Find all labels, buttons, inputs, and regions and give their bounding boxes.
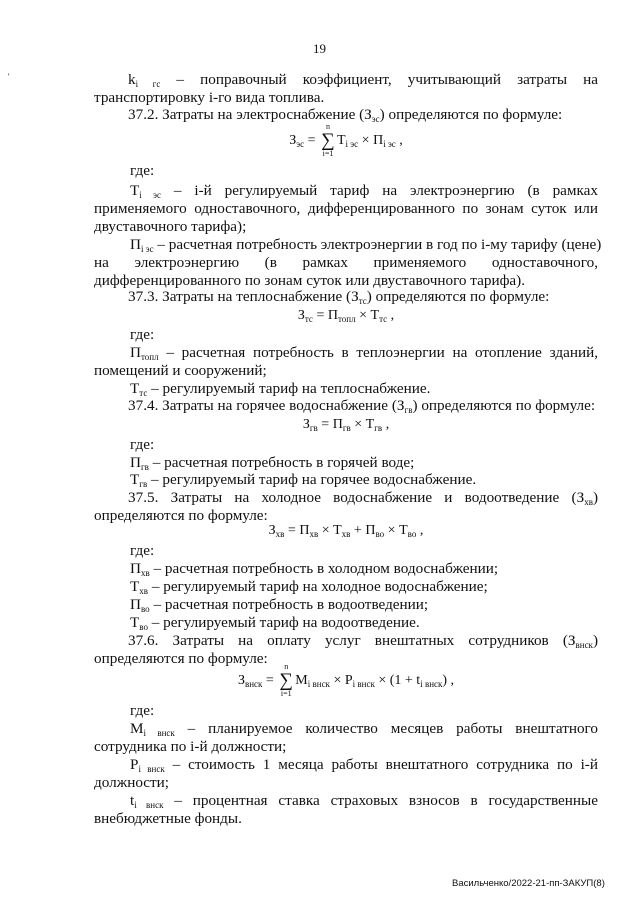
symbol: k [128, 71, 136, 88]
sum-top: n [325, 122, 330, 132]
symbol-subscript: гв [139, 479, 148, 489]
definition-text: – регулируемый тариф на холодное водоснабжение; [148, 578, 488, 595]
f-eq: = [284, 523, 300, 538]
sum-top: n [284, 662, 289, 672]
symbol: П [130, 596, 141, 613]
f-times: × [355, 308, 371, 323]
symbol-subscript: i эс [140, 244, 154, 254]
f-p-sub: i внск [352, 679, 375, 689]
f-times: × [384, 523, 400, 538]
f-eq: = [304, 133, 319, 148]
f-t: T [370, 308, 380, 323]
definition-text: – поправочный коэффициент, учитывающий затраты на [160, 71, 599, 88]
symbol-subscript: гв [140, 462, 149, 472]
symbol-subscript: хв [139, 586, 149, 596]
f-t-sub: гв [374, 423, 383, 433]
definition-t-vnsk-cont: внебюджетные фонды. [94, 810, 242, 827]
definition-p-es [130, 236, 602, 254]
definition-p-es-cont: дифференцированного по зонам суток или двуставочного тарифа). [94, 272, 526, 289]
definition-t-gv [130, 471, 598, 489]
symbol: t [130, 792, 135, 809]
f-p2-sub: во [375, 529, 385, 539]
f-eq: = [317, 417, 333, 432]
page-number: 19 [313, 41, 326, 56]
heading-text: ) [592, 489, 598, 506]
symbol: П [130, 454, 141, 471]
heading-sub: гв [404, 405, 413, 415]
definition-t-es-cont: применяемого одноставочного, дифференцированного по зонам суток или [94, 200, 598, 217]
f-end: , [395, 133, 403, 148]
symbol-subscript: во [139, 622, 148, 632]
f-m: M [295, 673, 308, 688]
definition-text: – процентная ставка страховых взносов в государственные [163, 792, 598, 809]
formula-freelance [94, 662, 598, 699]
heading-text: 37.3. Затраты на теплоснабжение (З [128, 288, 359, 305]
heading-sub: тс [358, 296, 367, 306]
f-p1-sub: хв [309, 529, 319, 539]
f-p-sub: топл [337, 314, 356, 324]
f-p-sub: i эс [383, 139, 396, 149]
f-end: , [387, 308, 395, 323]
heading-text: ) определяются по формуле: [412, 397, 596, 414]
f-p: П [332, 417, 343, 432]
definition-m-vnsk [130, 720, 598, 738]
definition-p-vo [130, 596, 598, 614]
section-37-5-heading-cont: определяются по формуле: [94, 507, 268, 524]
f-lhs-sub: хв [275, 529, 285, 539]
definition-text: – планируемое количество месяцев работы внештатного [174, 720, 598, 737]
definition-p-vnsk [130, 756, 598, 774]
sum-bottom: i=1 [322, 149, 334, 159]
where-label: где: [130, 326, 155, 343]
f-eq: = [262, 673, 278, 688]
f-lhs: З [268, 523, 276, 538]
symbol: T [130, 578, 140, 595]
symbol-subscript: i внск [134, 800, 164, 810]
f-times: × [350, 417, 366, 432]
f-lhs: З [302, 417, 310, 432]
f-end: , [416, 523, 424, 538]
symbol: M [130, 720, 144, 737]
definition-text: – расчетная потребность в теплоэнергии на отопление зданий, [158, 344, 598, 361]
f-open: (1 + t [389, 673, 421, 688]
f-lhs: З [289, 133, 297, 148]
where-label: где: [130, 162, 155, 179]
where-label: где: [130, 436, 155, 453]
definition-p-hv [130, 560, 598, 578]
definition-text: – регулируемый тариф на теплоснабжение. [147, 380, 431, 397]
definition-m-vnsk-cont: сотрудника по i-й должности; [94, 738, 287, 755]
heading-text: 37.6. Затраты на оплату услуг внештатных сотрудников (З [128, 632, 576, 649]
symbol: П [130, 560, 141, 577]
definition-p-es-cont: на электроэнергию (в рамках применяемого одноставочного, [94, 254, 598, 271]
f-p: P [344, 673, 353, 688]
f-eq: = [312, 308, 328, 323]
f-m-sub: i внск [307, 679, 330, 689]
f-t-sub: i внск [420, 679, 443, 689]
f-times: × [358, 133, 374, 148]
section-37-3-heading [128, 288, 598, 306]
symbol-subscript: топл [140, 352, 159, 362]
definition-text: – расчетная потребность в холодном водоснабжении; [149, 560, 499, 577]
heading-text: ) определяются по формуле: [366, 288, 550, 305]
symbol-subscript: i внск [138, 764, 165, 774]
symbol: П [130, 344, 141, 361]
heading-text: ) [592, 632, 598, 649]
f-t-sub: тс [379, 314, 388, 324]
definition-text: – регулируемый тариф на водоотведение. [147, 614, 420, 631]
symbol-subscript: i внск [143, 728, 175, 738]
f-times: × [329, 673, 345, 688]
symbol: P [130, 756, 139, 773]
formula-hot-water [94, 415, 598, 435]
sum-sign: n ∑ i=1 [321, 122, 335, 159]
symbol-subscript: i эс [139, 190, 161, 200]
symbol: T [130, 380, 140, 397]
definition-t-hv [130, 578, 598, 596]
section-37-6-heading-cont: определяются по формуле: [94, 650, 268, 667]
f-t2-sub: во [407, 529, 417, 539]
definition-k [128, 71, 598, 89]
symbol-subscript: во [140, 604, 150, 614]
definition-text: – регулируемый тариф на горячее водоснабжение. [147, 471, 477, 488]
symbol-subscript: тс [139, 388, 148, 398]
symbol: T [130, 182, 140, 199]
f-end: , [382, 417, 390, 432]
formula-cold-water [94, 521, 598, 541]
f-lhs-sub: гв [309, 423, 318, 433]
definition-text: – i-й регулируемый тариф на электроэнергию (в рамках [160, 182, 598, 199]
f-t: T [365, 417, 375, 432]
sum-bottom: i=1 [280, 689, 292, 699]
stray-mark: ' [8, 72, 10, 81]
f-lhs-sub: эс [296, 139, 305, 149]
symbol-subscript: i гс [135, 79, 161, 89]
definition-t-vo [130, 614, 598, 632]
f-p: П [327, 308, 338, 323]
definition-k-cont: транспортировку i-го вида топлива. [94, 89, 325, 106]
f-p: П [373, 133, 384, 148]
f-close: ) , [442, 673, 455, 688]
heading-text: 37.4. Затраты на горячее водоснабжение (З [128, 397, 405, 414]
f-p2: П [365, 523, 376, 538]
f-lhs: З [297, 308, 305, 323]
definition-t-vnsk [130, 792, 598, 810]
heading-text: 37.2. Затраты на электроснабжение (З [128, 106, 372, 123]
f-t1: T [333, 523, 342, 538]
f-lhs-sub: внск [244, 679, 263, 689]
f-lhs: З [237, 673, 245, 688]
f-times: × [374, 673, 390, 688]
symbol: П [130, 236, 141, 253]
heading-text: ) определяются по формуле: [379, 106, 563, 123]
definition-t-es-cont: двуставочного тарифа); [94, 218, 247, 235]
symbol-subscript: хв [140, 568, 150, 578]
f-t-sub: i эс [345, 139, 359, 149]
definition-p-topl [130, 344, 598, 362]
f-lhs-sub: тс [304, 314, 313, 324]
section-37-2-heading [128, 106, 598, 124]
f-plus: + [350, 523, 366, 538]
f-t: T [336, 133, 346, 148]
formula-heat [94, 306, 598, 326]
sum-sign: n ∑ i=1 [279, 662, 294, 699]
definition-p-gv [130, 454, 598, 472]
f-times: × [318, 523, 334, 538]
f-t2: T [399, 523, 408, 538]
definition-text: – стоимость 1 месяца работы внештатного сотрудника по i-й [164, 756, 598, 773]
heading-sub: хв [584, 497, 593, 507]
definition-t-ts [130, 380, 598, 398]
formula-electricity [94, 122, 598, 159]
f-p1: П [299, 523, 310, 538]
f-p-sub: гв [342, 423, 351, 433]
definition-p-topl-cont: помещений и сооружений; [94, 362, 267, 379]
section-37-5-heading [128, 489, 598, 507]
symbol: T [130, 614, 140, 631]
where-label: где: [130, 542, 155, 559]
definition-text: – расчетная потребность в горячей воде; [148, 454, 415, 471]
where-label: где: [130, 702, 155, 719]
f-t1-sub: хв [341, 529, 351, 539]
symbol: T [130, 471, 140, 488]
definition-text: – расчетная потребность электроэнергии в год по i-му тарифу (цене) [153, 236, 602, 253]
definition-text: – расчетная потребность в водоотведении; [149, 596, 429, 613]
section-37-4-heading [128, 397, 598, 415]
section-37-6-heading [128, 632, 598, 650]
definition-p-vnsk-cont: должности; [94, 774, 170, 791]
heading-sub: внск [575, 640, 593, 650]
heading-text: 37.5. Затраты на холодное водоснабжение и водоотведение (З [128, 489, 585, 506]
document-footer-id: Васильченко/2022-21-пп-ЗАКУП(8) [452, 878, 605, 889]
heading-sub: эс [371, 114, 380, 124]
definition-t-es [130, 182, 598, 200]
